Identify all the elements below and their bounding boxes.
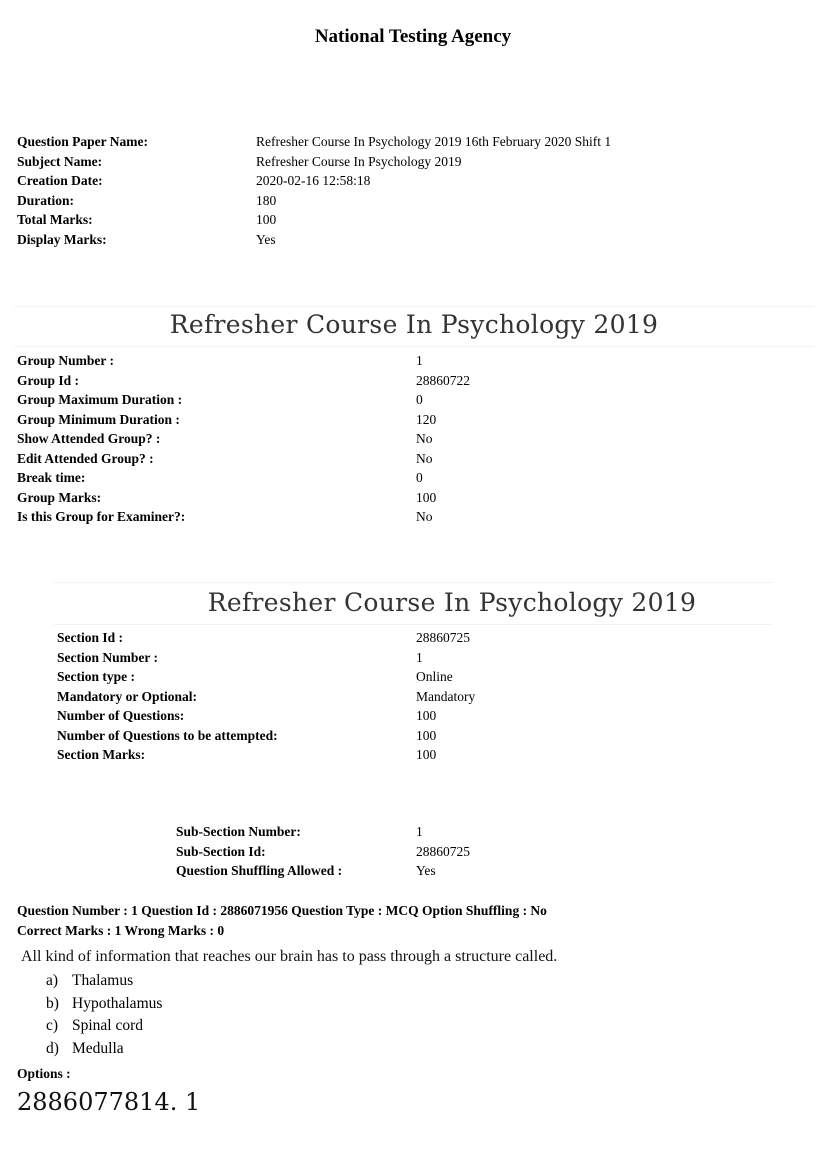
option-text: Spinal cord — [72, 1017, 144, 1034]
field-value: Online — [416, 669, 453, 684]
group-row — [17, 429, 797, 449]
option-id: 2886077814. 1 — [17, 1088, 201, 1116]
group-row — [17, 371, 797, 391]
question-marks: Correct Marks : 1 Wrong Marks : 0 — [17, 923, 225, 938]
field-value: 28860725 — [416, 843, 470, 859]
field-value: 28860722 — [416, 372, 470, 388]
group-row — [17, 390, 797, 410]
field-label: Duration: — [17, 192, 74, 208]
field-label: Group Minimum Duration : — [17, 411, 180, 427]
field-value: No — [416, 431, 433, 446]
field-value: Refresher Course In Psychology 2019 — [256, 153, 462, 169]
field-value: 120 — [416, 411, 437, 427]
field-value: Refresher Course In Psychology 2019 16th February 2020 Shift 1 — [256, 134, 612, 149]
subsection-row — [176, 861, 776, 881]
group-row — [17, 507, 797, 527]
field-value: 1 — [416, 649, 423, 665]
field-value: 2020-02-16 12:58:18 — [256, 173, 371, 188]
section-banner: Refresher Course In Psychology 2019 — [207, 588, 697, 617]
options-label: Options : — [17, 1066, 71, 1081]
field-value: 100 — [416, 727, 437, 743]
group-row — [17, 351, 797, 371]
field-label: Section Number : — [57, 649, 158, 665]
option-text: Hypothalamus — [72, 994, 163, 1012]
paper-row — [17, 152, 797, 172]
subsection-row — [176, 842, 776, 862]
field-value: Yes — [256, 231, 276, 247]
option-text: Thalamus — [72, 972, 134, 989]
field-value: No — [416, 509, 433, 524]
field-label: Show Attended Group? : — [17, 431, 161, 446]
option-item — [46, 1038, 162, 1061]
field-label: Question Shuffling Allowed : — [176, 863, 343, 878]
field-value: Mandatory — [416, 688, 476, 704]
group-row — [17, 449, 797, 469]
field-label: Subject Name: — [17, 153, 103, 169]
field-label: Sub-Section Number: — [176, 824, 301, 839]
field-value: 100 — [416, 747, 437, 762]
field-label: Mandatory or Optional: — [57, 688, 198, 704]
option-item — [46, 970, 162, 993]
field-label: Display Marks: — [17, 231, 107, 247]
group-banner-divider-top — [14, 306, 814, 307]
field-label: Group Marks: — [17, 489, 102, 505]
group-row — [17, 488, 797, 508]
field-label: Number of Questions: — [57, 708, 185, 723]
field-value: 100 — [256, 212, 277, 227]
group-row — [17, 468, 797, 488]
field-value: 100 — [416, 708, 437, 723]
field-label: Section type : — [57, 669, 135, 684]
field-label: Section Marks: — [57, 747, 146, 762]
field-label: Group Maximum Duration : — [17, 392, 183, 407]
subsection-row — [176, 822, 776, 842]
option-text: Medulla — [72, 1039, 124, 1057]
group-info — [17, 351, 797, 527]
field-value: 1 — [416, 353, 423, 368]
field-label: Is this Group for Examiner?: — [17, 509, 186, 524]
question-header: Question Number : 1 Question Id : 2886071956 Question Type : MCQ Option Shuffling : No — [17, 903, 547, 918]
question-options — [46, 970, 162, 1060]
field-value: 0 — [416, 392, 423, 407]
group-banner: Refresher Course In Psychology 2019 — [169, 310, 659, 339]
section-row — [57, 687, 797, 707]
paper-row — [17, 230, 797, 250]
group-row — [17, 410, 797, 430]
field-label: Question Paper Name: — [17, 134, 148, 149]
section-row — [57, 628, 797, 648]
field-label: Number of Questions to be attempted: — [57, 727, 278, 743]
field-value: 180 — [256, 192, 277, 208]
field-label: Group Number : — [17, 353, 115, 368]
section-info — [57, 628, 797, 765]
section-row — [57, 648, 797, 668]
section-row — [57, 706, 797, 726]
subsection-info — [176, 822, 776, 881]
field-value: 28860725 — [416, 630, 470, 645]
question-text: All kind of information that reaches our brain has to pass through a structure called. — [21, 948, 558, 965]
field-value: Yes — [416, 863, 436, 878]
section-row — [57, 667, 797, 687]
section-banner-divider-top — [54, 582, 772, 583]
field-label: Sub-Section Id: — [176, 843, 266, 859]
paper-row — [17, 210, 797, 230]
field-label: Edit Attended Group? : — [17, 450, 154, 466]
section-banner-divider-bottom — [54, 624, 772, 625]
agency-title: National Testing Agency — [314, 26, 512, 47]
section-row — [57, 745, 797, 765]
option-letter: b) — [46, 994, 59, 1012]
option-letter: a) — [46, 972, 59, 989]
field-value: 1 — [416, 824, 423, 839]
option-letter: c) — [46, 1017, 59, 1034]
option-item — [46, 1015, 162, 1038]
field-label: Break time: — [17, 470, 86, 485]
field-label: Section Id : — [57, 630, 124, 645]
field-value: 100 — [416, 489, 437, 505]
paper-row — [17, 171, 797, 191]
paper-info — [17, 132, 797, 249]
section-row — [57, 726, 797, 746]
paper-row — [17, 191, 797, 211]
field-value: No — [416, 450, 433, 466]
group-banner-divider-bottom — [14, 346, 814, 347]
field-label: Total Marks: — [17, 212, 93, 227]
field-value: 0 — [416, 470, 423, 485]
option-letter: d) — [46, 1039, 59, 1057]
option-item — [46, 993, 162, 1016]
field-label: Group Id : — [17, 372, 80, 388]
field-label: Creation Date: — [17, 173, 103, 188]
paper-row — [17, 132, 797, 152]
